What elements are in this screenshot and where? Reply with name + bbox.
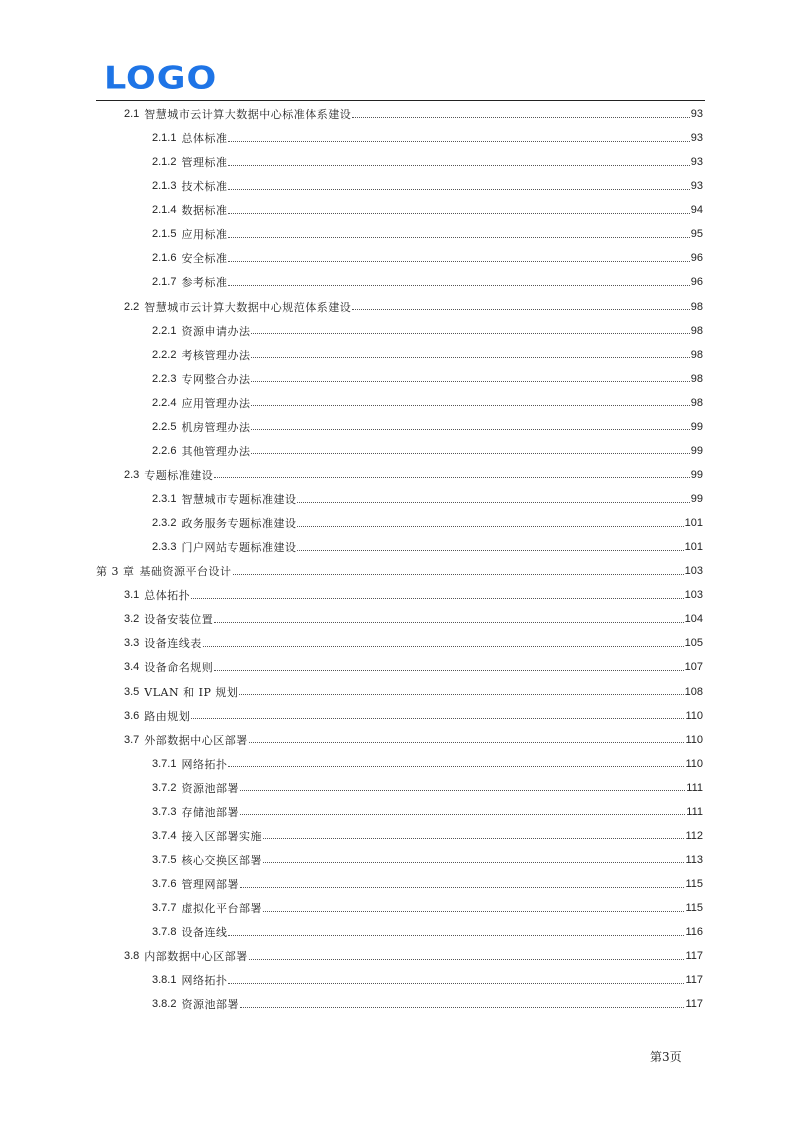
toc-entry-title: 智慧城市专题标准建设 (181, 493, 297, 507)
toc-entry-title: 网络拓扑 (181, 974, 228, 988)
toc-entry-page: 99 (690, 468, 703, 481)
toc-entry-number: 3.7 (124, 733, 140, 746)
toc-entry-title: 其他管理办法 (181, 444, 251, 458)
toc-entry-page: 99 (690, 444, 703, 457)
toc-entry-title: 外部数据中心区部署 (144, 733, 248, 747)
toc-entry-page: 98 (690, 372, 703, 385)
toc-leader-dots (251, 381, 689, 382)
toc-leader-dots (191, 718, 684, 719)
toc-entry-number: 3.7.8 (152, 926, 177, 939)
toc-entry[interactable] (96, 992, 703, 1016)
toc-leader-dots (249, 959, 685, 960)
toc-entry-title: 智慧城市云计算大数据中心规范体系建设 (144, 300, 352, 314)
toc-entry-title: 门户网站专题标准建设 (181, 541, 297, 555)
toc-entry-title: 考核管理办法 (181, 348, 251, 362)
toc-entry-number: 2.1.2 (152, 156, 177, 169)
toc-entry-title: 智慧城市云计算大数据中心标准体系建设 (144, 108, 352, 122)
toc-entry-page: 115 (685, 902, 703, 915)
toc-leader-dots (240, 1007, 684, 1008)
toc-entry-title: 参考标准 (181, 276, 228, 290)
toc-entry-page: 115 (685, 878, 703, 891)
toc-entry[interactable] (96, 174, 703, 198)
toc-entry-page: 99 (690, 420, 703, 433)
toc-entry-title: 技术标准 (181, 180, 228, 194)
toc-entry[interactable] (96, 776, 703, 800)
toc-entry-page: 112 (685, 829, 703, 842)
toc-entry-number: 2.1.1 (152, 132, 177, 145)
logo: LOGO (104, 60, 218, 97)
toc-entry[interactable] (96, 872, 703, 896)
toc-entry-page: 108 (684, 685, 703, 698)
toc-entry-title: 资源池部署 (181, 998, 239, 1012)
toc-leader-dots (228, 213, 689, 214)
toc-leader-dots (228, 935, 684, 936)
toc-entry-page: 93 (690, 108, 703, 121)
toc-entry-number: 3.7.5 (152, 853, 177, 866)
toc-leader-dots (228, 141, 689, 142)
toc-entry-title: 政务服务专题标准建设 (181, 517, 297, 531)
toc-entry-page: 117 (685, 950, 703, 963)
toc-entry-number: 3.7.6 (152, 878, 177, 891)
toc-entry-number: 3.7.2 (152, 781, 177, 794)
toc-entry-page: 95 (690, 228, 703, 241)
toc-entry-number: 第 3 章 (96, 565, 135, 579)
toc-entry-title: 应用管理办法 (181, 396, 251, 410)
toc-entry[interactable] (96, 319, 703, 343)
toc-entry-number: 2.2 (124, 300, 140, 313)
toc-leader-dots (297, 502, 689, 503)
toc-entry-page: 111 (686, 781, 703, 794)
toc-entry-page: 111 (686, 805, 703, 818)
toc-entry-number: 2.1.3 (152, 180, 177, 193)
toc-entry[interactable] (96, 487, 703, 511)
toc-entry-page: 98 (690, 396, 703, 409)
toc-entry-number: 3.8.1 (152, 974, 177, 987)
toc-entry-page: 101 (684, 541, 703, 554)
toc-entry-title: 虚拟化平台部署 (181, 902, 262, 916)
toc-entry-number: 3.2 (124, 613, 140, 626)
toc-entry[interactable] (96, 944, 703, 968)
toc-leader-dots (228, 983, 684, 984)
toc-leader-dots (352, 309, 689, 310)
toc-entry[interactable] (96, 343, 703, 367)
toc-entry-title: 接入区部署实施 (181, 829, 262, 843)
toc-leader-dots (228, 261, 689, 262)
toc-entry-page: 110 (685, 733, 703, 746)
toc-entry-number: 3.7.1 (152, 757, 177, 770)
toc-entry-number: 3.6 (124, 709, 140, 722)
toc-leader-dots (228, 165, 689, 166)
toc-entry-page: 113 (685, 853, 703, 866)
toc-entry-title: 网络拓扑 (181, 757, 228, 771)
toc-entry-page: 93 (690, 132, 703, 145)
toc-entry-title: 管理网部署 (181, 878, 239, 892)
toc-entry[interactable] (96, 704, 703, 728)
toc-entry-number: 3.7.4 (152, 829, 177, 842)
toc-entry[interactable] (96, 631, 703, 655)
toc-entry-number: 2.2.6 (152, 444, 177, 457)
toc-leader-dots (263, 862, 684, 863)
toc-entry-page: 104 (684, 613, 703, 626)
toc-leader-dots (228, 189, 689, 190)
toc-entry[interactable] (96, 511, 703, 535)
toc-leader-dots (251, 333, 689, 334)
toc-entry[interactable] (96, 728, 703, 752)
toc-entry[interactable] (96, 680, 703, 704)
toc-entry-number: 2.2.4 (152, 396, 177, 409)
toc-entry-title: 设备命名规则 (144, 661, 214, 675)
toc-entry-page: 99 (690, 493, 703, 506)
toc-entry[interactable] (96, 559, 703, 583)
toc-entry-page: 110 (685, 709, 703, 722)
toc-entry-number: 2.3.3 (152, 541, 177, 554)
toc-entry-title: 核心交换区部署 (181, 853, 262, 867)
toc-entry[interactable] (96, 439, 703, 463)
toc-leader-dots (251, 429, 689, 430)
toc-entry-page: 107 (684, 661, 703, 674)
toc-entry-title: 管理标准 (181, 156, 228, 170)
toc-leader-dots (214, 670, 683, 671)
toc-entry-number: 2.1.7 (152, 276, 177, 289)
toc-leader-dots (228, 237, 689, 238)
toc-entry[interactable] (96, 824, 703, 848)
toc-entry-page: 103 (684, 565, 703, 578)
toc-entry-title: 应用标准 (181, 228, 228, 242)
toc-entry[interactable] (96, 367, 703, 391)
toc-leader-dots (251, 357, 689, 358)
header-rule (96, 100, 705, 101)
toc-leader-dots (249, 742, 685, 743)
toc-leader-dots (191, 598, 683, 599)
toc-entry[interactable] (96, 150, 703, 174)
toc-entry-number: 2.3.1 (152, 493, 177, 506)
toc-entry[interactable] (96, 198, 703, 222)
toc-leader-dots (228, 285, 689, 286)
toc-entry-page: 117 (685, 974, 703, 987)
toc-entry-page: 98 (690, 300, 703, 313)
toc-entry[interactable] (96, 607, 703, 631)
toc-entry-title: 存储池部署 (181, 805, 239, 819)
toc-entry[interactable] (96, 222, 703, 246)
toc-leader-dots (263, 911, 684, 912)
toc-entry[interactable] (96, 752, 703, 776)
toc-leader-dots (214, 622, 683, 623)
toc-entry-number: 2.1.4 (152, 204, 177, 217)
toc-entry-page: 103 (684, 589, 703, 602)
toc-entry[interactable] (96, 295, 703, 319)
toc-entry-title: 设备安装位置 (144, 613, 214, 627)
toc-leader-dots (240, 790, 685, 791)
toc-entry-number: 2.2.1 (152, 324, 177, 337)
toc-entry[interactable] (96, 126, 703, 150)
toc-leader-dots (233, 574, 684, 575)
toc-entry-title: VLAN 和 IP 规划 (144, 685, 239, 699)
toc-entry[interactable] (96, 246, 703, 270)
toc-leader-dots (263, 838, 684, 839)
toc-entry-page: 98 (690, 348, 703, 361)
toc-entry[interactable] (96, 848, 703, 872)
toc-leader-dots (251, 405, 689, 406)
toc-entry[interactable] (96, 463, 703, 487)
toc-entry-title: 基础资源平台设计 (139, 565, 232, 579)
toc-entry[interactable] (96, 415, 703, 439)
toc-entry-number: 2.1 (124, 108, 140, 121)
toc-entry-page: 98 (690, 324, 703, 337)
toc-entry-page: 101 (684, 517, 703, 530)
toc-entry-number: 3.4 (124, 661, 140, 674)
toc-entry[interactable] (96, 920, 703, 944)
toc-entry-page: 117 (685, 998, 703, 1011)
toc-entry[interactable] (96, 655, 703, 679)
toc-entry-number: 3.8 (124, 950, 140, 963)
toc-entry-number: 3.5 (124, 685, 140, 698)
toc-entry-page: 96 (690, 252, 703, 265)
toc-entry[interactable] (96, 968, 703, 992)
toc-entry-page: 96 (690, 276, 703, 289)
toc-entry-number: 2.1.6 (152, 252, 177, 265)
toc-entry[interactable] (96, 391, 703, 415)
toc-leader-dots (228, 766, 684, 767)
toc-leader-dots (214, 477, 689, 478)
toc-leader-dots (240, 814, 685, 815)
toc-entry[interactable] (96, 535, 703, 559)
toc-entry-number: 2.2.3 (152, 372, 177, 385)
toc-entry-number: 2.3.2 (152, 517, 177, 530)
toc-entry[interactable] (96, 583, 703, 607)
toc-entry-page: 93 (690, 180, 703, 193)
toc-entry[interactable] (96, 896, 703, 920)
toc-leader-dots (352, 117, 689, 118)
toc-leader-dots (297, 526, 683, 527)
toc-entry-title: 设备连线表 (144, 637, 202, 651)
toc-entry-title: 设备连线 (181, 926, 228, 940)
toc-entry-page: 93 (690, 156, 703, 169)
toc-leader-dots (203, 646, 684, 647)
toc-entry-title: 总体拓扑 (144, 589, 191, 603)
toc-entry[interactable] (96, 102, 703, 126)
toc-entry-page: 105 (684, 637, 703, 650)
toc-entry-page: 94 (690, 204, 703, 217)
toc-entry-title: 专题标准建设 (144, 468, 214, 482)
toc-leader-dots (240, 887, 684, 888)
toc-entry-title: 机房管理办法 (181, 420, 251, 434)
table-of-contents (96, 102, 703, 1016)
toc-entry-title: 安全标准 (181, 252, 228, 266)
toc-entry-title: 数据标准 (181, 204, 228, 218)
toc-leader-dots (251, 453, 689, 454)
toc-entry-number: 3.1 (124, 589, 140, 602)
page-number: 第3页 (650, 1050, 682, 1064)
toc-entry-number: 3.7.3 (152, 805, 177, 818)
toc-entry-title: 路由规划 (144, 709, 191, 723)
toc-entry-number: 3.8.2 (152, 998, 177, 1011)
toc-entry-number: 3.3 (124, 637, 140, 650)
toc-entry-page: 116 (685, 926, 703, 939)
toc-entry-title: 内部数据中心区部署 (144, 950, 248, 964)
toc-entry-title: 专网整合办法 (181, 372, 251, 386)
toc-entry-number: 2.2.2 (152, 348, 177, 361)
toc-entry-title: 资源池部署 (181, 781, 239, 795)
toc-entry-number: 2.1.5 (152, 228, 177, 241)
toc-leader-dots (297, 550, 683, 551)
toc-entry-page: 110 (685, 757, 703, 770)
toc-entry-title: 总体标准 (181, 132, 228, 146)
toc-entry-number: 2.2.5 (152, 420, 177, 433)
toc-entry[interactable] (96, 800, 703, 824)
toc-leader-dots (239, 694, 683, 695)
toc-entry[interactable] (96, 270, 703, 294)
toc-entry-number: 3.7.7 (152, 902, 177, 915)
toc-entry-title: 资源申请办法 (181, 324, 251, 338)
toc-entry-number: 2.3 (124, 468, 140, 481)
